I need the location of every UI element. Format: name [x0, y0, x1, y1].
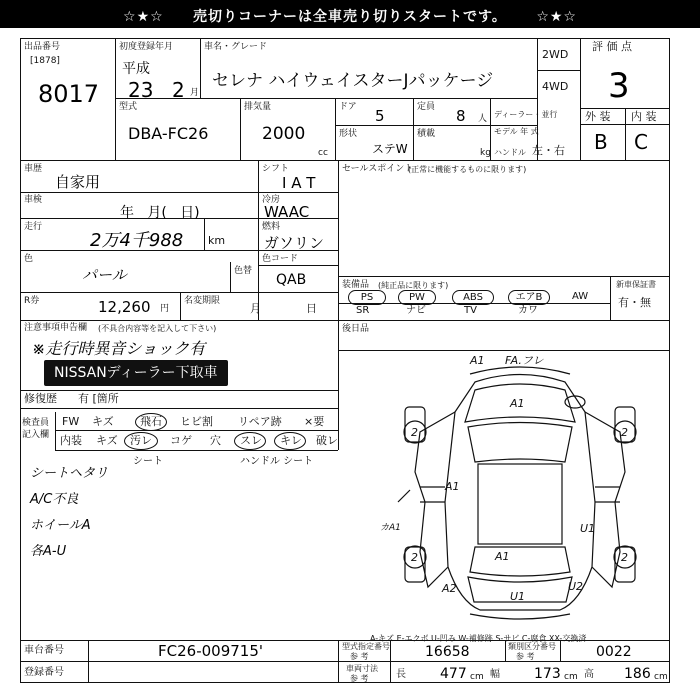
equip-pw: PW: [398, 290, 436, 305]
int-grade-value: C: [634, 130, 648, 154]
reg-year: 23: [128, 78, 154, 102]
diagram-label-hood-a1: A1: [510, 397, 525, 410]
score-label: 評 価 点: [592, 40, 632, 53]
check-fw: FW: [62, 415, 80, 428]
color-change-label: 色替: [234, 266, 253, 276]
type-value: DBA-FC26: [128, 124, 209, 143]
fuel-label: 燃料: [262, 222, 281, 232]
ticket-value: 12,260: [98, 298, 151, 316]
capacity-unit: 人: [478, 114, 488, 124]
equipment-sub: (純正品に限ります): [378, 281, 449, 290]
notes-value: ※走行時異音ショック有: [32, 339, 206, 358]
model-type-no-sub: 参 考: [350, 652, 369, 661]
type-label: 型式: [119, 102, 138, 112]
check-note-seat: シート: [133, 456, 163, 467]
dims-sub: 参 考: [350, 674, 369, 683]
class-no-label: 類別区分番号: [508, 642, 556, 651]
model-name: セレナ ハイウェイスターJパッケージ: [212, 71, 494, 91]
hw-note-3: ホイールA: [30, 518, 91, 533]
doors-value: 5: [375, 107, 385, 125]
warranty-value: 有・無: [618, 296, 651, 309]
diagram-circle-fr: 2: [621, 426, 628, 439]
handle-value: 左・右: [532, 144, 565, 157]
usage-label: 車歴: [24, 164, 43, 174]
inspection-label: 車検: [24, 195, 43, 205]
check-interior: 内装: [60, 434, 82, 447]
shift-label: シフト: [262, 164, 290, 174]
check-scratch: キズ: [92, 415, 114, 428]
check-rub: スレ: [240, 434, 262, 447]
dims-width-value: 173: [534, 666, 561, 682]
name-change-label: 名変期限: [184, 296, 221, 306]
ext-grade-value: B: [594, 130, 608, 154]
hw-note-2: A/C不良: [30, 492, 79, 507]
dims-height-value: 186: [624, 666, 651, 682]
ticket-label: R券: [24, 296, 40, 306]
fuel-value: ガソリン: [264, 234, 325, 252]
plate-label: 登録番号: [24, 667, 64, 678]
inspector-label-1: 検査員: [22, 418, 50, 428]
reg-unit: 月: [190, 88, 200, 98]
model-label: 車名・グレード: [204, 42, 268, 52]
reg-month: 2: [172, 78, 185, 102]
diagram-label-side-ka1: カA1: [380, 523, 401, 533]
remarks-label: 後日品: [342, 324, 370, 334]
inspection-value: 年 月( 日): [120, 205, 200, 221]
dealer-label: ディーラー・並行: [494, 110, 558, 119]
dims-height-label: 高: [584, 669, 594, 680]
chassis-value: FC26-009715': [158, 642, 263, 660]
drive-4wd: 4WD: [542, 80, 569, 93]
check-needed: ×要: [304, 415, 325, 428]
class-no-value: 0022: [596, 644, 632, 660]
equip-aw: AW: [572, 291, 589, 302]
check-note-handle-seat: ハンドル シート: [240, 456, 314, 467]
capacity-label: 定員: [417, 102, 436, 112]
check-stain: 汚レ: [130, 434, 152, 447]
damage-legend: A-キズ E-エクボ U-凹み W-補修跡 S-サビ C-腐食 XX-交換済: [370, 634, 587, 643]
dims-height-unit: cm: [654, 672, 668, 682]
equip-navi: ナビ: [406, 305, 426, 316]
class-no-sub: 参 考: [516, 652, 535, 661]
mileage-value: 2万4千988: [90, 230, 184, 251]
handle-label: ハンドル: [494, 148, 526, 157]
banner-message: 売切りコーナーは全車売り切りスタートです。: [193, 9, 507, 25]
dims-length-label: 長: [396, 669, 406, 680]
banner-stars-left: ☆★☆: [123, 9, 164, 25]
dims-width-label: 幅: [490, 669, 500, 680]
reg-era: 平成: [122, 61, 150, 77]
name-change-day: 日: [306, 302, 317, 315]
diagram-circle-rr: 2: [621, 551, 628, 564]
capacity-value: 8: [456, 107, 466, 125]
color-code-value: QAB: [276, 272, 307, 288]
inspector-label-2: 記入欄: [22, 430, 50, 440]
equip-sr: SR: [356, 305, 370, 316]
banner: [0, 0, 700, 28]
mileage-unit: km: [208, 234, 226, 247]
load-label: 積載: [417, 129, 436, 139]
score-value: 3: [608, 66, 630, 106]
ext-grade-label: 外 装: [585, 110, 611, 123]
diagram-top-label-fa: FA.フレ: [505, 354, 544, 367]
lot-sub: [1878]: [30, 56, 60, 66]
car-damage-diagram: [380, 352, 670, 632]
usage-value: 自家用: [55, 173, 101, 191]
ticket-unit: 円: [160, 304, 170, 314]
name-change-month: 月: [250, 302, 261, 315]
displacement-unit: cc: [318, 148, 328, 158]
equipment-label: 装備品: [342, 280, 370, 290]
equip-leather: カワ: [518, 305, 538, 316]
diagram-circle-fl: 2: [411, 426, 418, 439]
displacement-value: 2000: [262, 124, 306, 144]
notes-sub: (不具合内容等を記入して下さい): [98, 324, 217, 333]
diagram-top-label-a1: A1: [470, 354, 485, 367]
color-value: パール: [82, 266, 127, 284]
reg-label: 初度登録年月: [119, 42, 174, 52]
diagram-label-rear-u2: U2: [568, 580, 584, 593]
notes-label: 注意事項申告欄: [24, 323, 88, 333]
aircon-label: 冷房: [262, 195, 281, 205]
displacement-label: 排気量: [244, 102, 272, 112]
diagram-label-back-a1: A1: [495, 550, 510, 563]
load-unit: kg: [480, 148, 491, 158]
lot-label: 出品番号: [24, 42, 61, 52]
model-type-no-value: 16658: [425, 644, 470, 660]
repair-label: 修復歴: [24, 392, 57, 405]
warranty-label: 新車保証書: [616, 280, 656, 289]
mileage-label: 走行: [24, 222, 43, 232]
lot-number: 8017: [38, 80, 100, 108]
repair-value: 有 [箇所: [78, 392, 119, 405]
dims-width-unit: cm: [564, 672, 578, 682]
check-repair: リペア跡: [238, 415, 282, 428]
diagram-label-rear-a2: A2: [442, 582, 457, 595]
shape-label: 形状: [339, 129, 358, 139]
banner-stars-right: ☆★☆: [536, 9, 577, 25]
chassis-label: 車台番号: [24, 645, 64, 656]
nissan-dealer-badge: NISSANディーラー下取車: [44, 360, 228, 386]
equip-airbag: エアB: [508, 290, 550, 305]
model-type-no-label: 型式指定番号: [342, 642, 390, 651]
sales-sub: (正常に機能するものに限ります): [408, 165, 527, 174]
equip-tv: TV: [464, 305, 477, 316]
dims-length-value: 477: [440, 666, 467, 682]
check-int-scratch: キズ: [96, 434, 118, 447]
hw-note-4: 各A-U: [30, 544, 67, 559]
aircon-value: WAAC: [264, 203, 310, 221]
shift-value: I A T: [282, 174, 316, 192]
check-cut: キレ: [280, 434, 302, 447]
equip-abs: ABS: [452, 290, 494, 305]
sales-label: セールスポイント: [342, 164, 414, 174]
shape-value: ステW: [372, 142, 408, 156]
color-label: 色: [24, 254, 34, 264]
color-code-label: 色コード: [262, 254, 299, 264]
int-grade-label: 内 装: [631, 110, 657, 123]
drive-2wd: 2WD: [542, 48, 569, 61]
diagram-label-left-a1: A1: [445, 480, 460, 493]
check-chip: 飛石: [140, 415, 162, 428]
doors-label: ドア: [339, 102, 357, 112]
check-burn: コゲ: [170, 434, 192, 447]
check-tear: 破レ: [316, 434, 338, 447]
diagram-label-right-u1: U1: [580, 522, 596, 535]
banner-text: [0, 6, 700, 26]
hw-note-1: シートヘタリ: [30, 466, 109, 481]
diagram-label-trunk-u1: U1: [510, 590, 526, 603]
check-crack: ヒビ割: [180, 415, 213, 428]
model-change-label: モデル 年 式: [494, 127, 539, 136]
diagram-circle-rl: 2: [411, 551, 418, 564]
dims-label: 車両寸法: [346, 664, 378, 673]
check-hole: 穴: [210, 434, 221, 447]
dims-length-unit: cm: [470, 672, 484, 682]
equip-ps: PS: [348, 290, 386, 305]
